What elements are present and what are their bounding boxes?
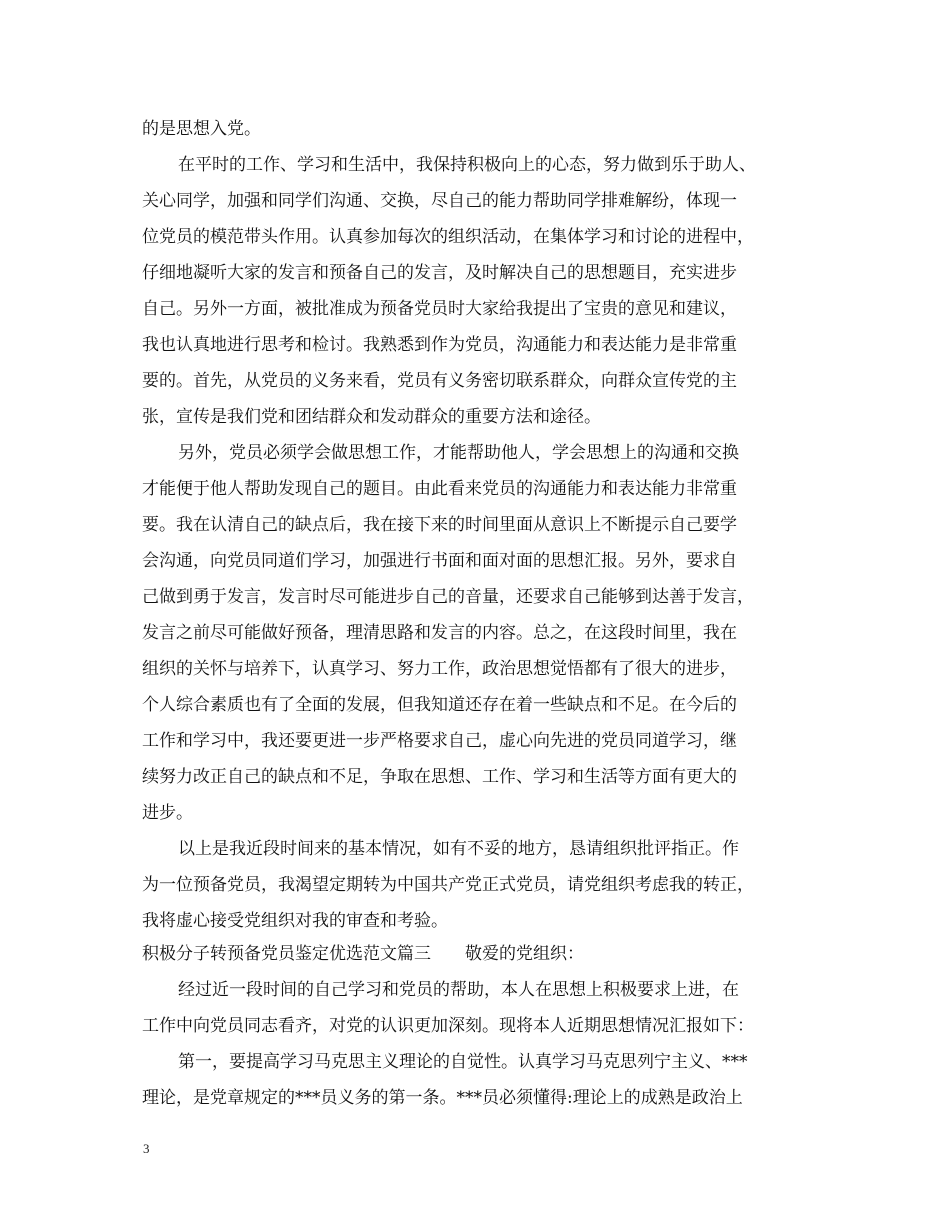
text-line: 经过近一段时间的自己学习和党员的帮助，本人在思想上积极要求上进，在 [178,980,739,1000]
text-line: 进步。 [142,803,193,823]
text-line: 要。我在认清自己的缺点后，我在接下来的时间里面从意识上不断提示自己要学 [142,515,737,535]
text-line: 第一，要提高学习马克思主义理论的自觉性。认真学习马克思列宁主义、*** [178,1052,748,1072]
text-line: 我将虚心接受党组织对我的审查和考验。 [142,911,448,931]
text-line: 在平时的工作、学习和生活中，我保持积极向上的心态，努力做到乐于助人、 [178,155,756,175]
text-line: 关心同学，加强和同学们沟通、交换，尽自己的能力帮助同学排难解纷，体现一 [142,191,737,211]
text-line: 工作中向党员同志看齐，对党的认识更加深刻。现将本人近期思想情况汇报如下： [142,1016,754,1036]
text-line: 发言之前尽可能做好预备，理清思路和发言的内容。总之，在这段时间里，我在 [142,623,737,643]
text-line: 理论，是党章规定的***员义务的第一条。***员必须懂得:理论上的成熟是政治上 [142,1088,743,1108]
text-line: 自己。另外一方面，被批准成为预备党员时大家给我提出了宝贵的意见和建议， [142,299,737,319]
text-line: 我也认真地进行思考和检讨。我熟悉到作为党员，沟通能力和表达能力是非常重 [142,335,737,355]
text-line: 为一位预备党员，我渴望定期转为中国共产党正式党员，请党组织考虑我的转正， [142,875,754,895]
text-line: 组织的关怀与培养下，认真学习、努力工作，政治思想觉悟都有了很大的进步， [142,659,737,679]
text-line: 个人综合素质也有了全面的发展，但我知道还存在着一些缺点和不足。在今后的 [142,695,737,715]
text-line: 另外，党员必须学会做思想工作，才能帮助他人，学会思想上的沟通和交换 [178,443,739,463]
text-line: 己做到勇于发言，发言时尽可能进步自己的音量，还要求自己能够到达善于发言， [142,587,754,607]
text-line: 张，宣传是我们党和团结群众和发动群众的重要方法和途径。 [142,407,601,427]
text-line: 会沟通，向党员同道们学习，加强进行书面和面对面的思想汇报。另外，要求自 [142,551,737,571]
page-number: 3 [143,1141,150,1156]
text-line: 续努力改正自己的缺点和不足，争取在思想、工作、学习和生活等方面有更大的 [142,767,737,787]
text-line: 的是思想入党。 [142,119,261,139]
text-line: 仔细地凝听大家的发言和预备自己的发言，及时解决自己的思想题目，充实进步 [142,263,737,283]
text-line: 工作和学习中，我还要更进一步严格要求自己，虚心向先进的党员同道学习，继 [142,731,737,751]
text-line: 才能便于他人帮助发现自己的题目。由此看来党员的沟通能力和表达能力非常重 [142,479,737,499]
text-line: 位党员的模范带头作用。认真参加每次的组织活动，在集体学习和讨论的进程中， [142,227,754,247]
section-heading: 积极分子转预备党员鉴定优选范文篇三 敬爱的党组织： [142,944,584,964]
text-line: 以上是我近段时间来的基本情况，如有不妥的地方，恳请组织批评指正。作 [178,839,739,859]
text-line: 要的。首先，从党员的义务来看，党员有义务密切联系群众，向群众宣传党的主 [142,371,737,391]
